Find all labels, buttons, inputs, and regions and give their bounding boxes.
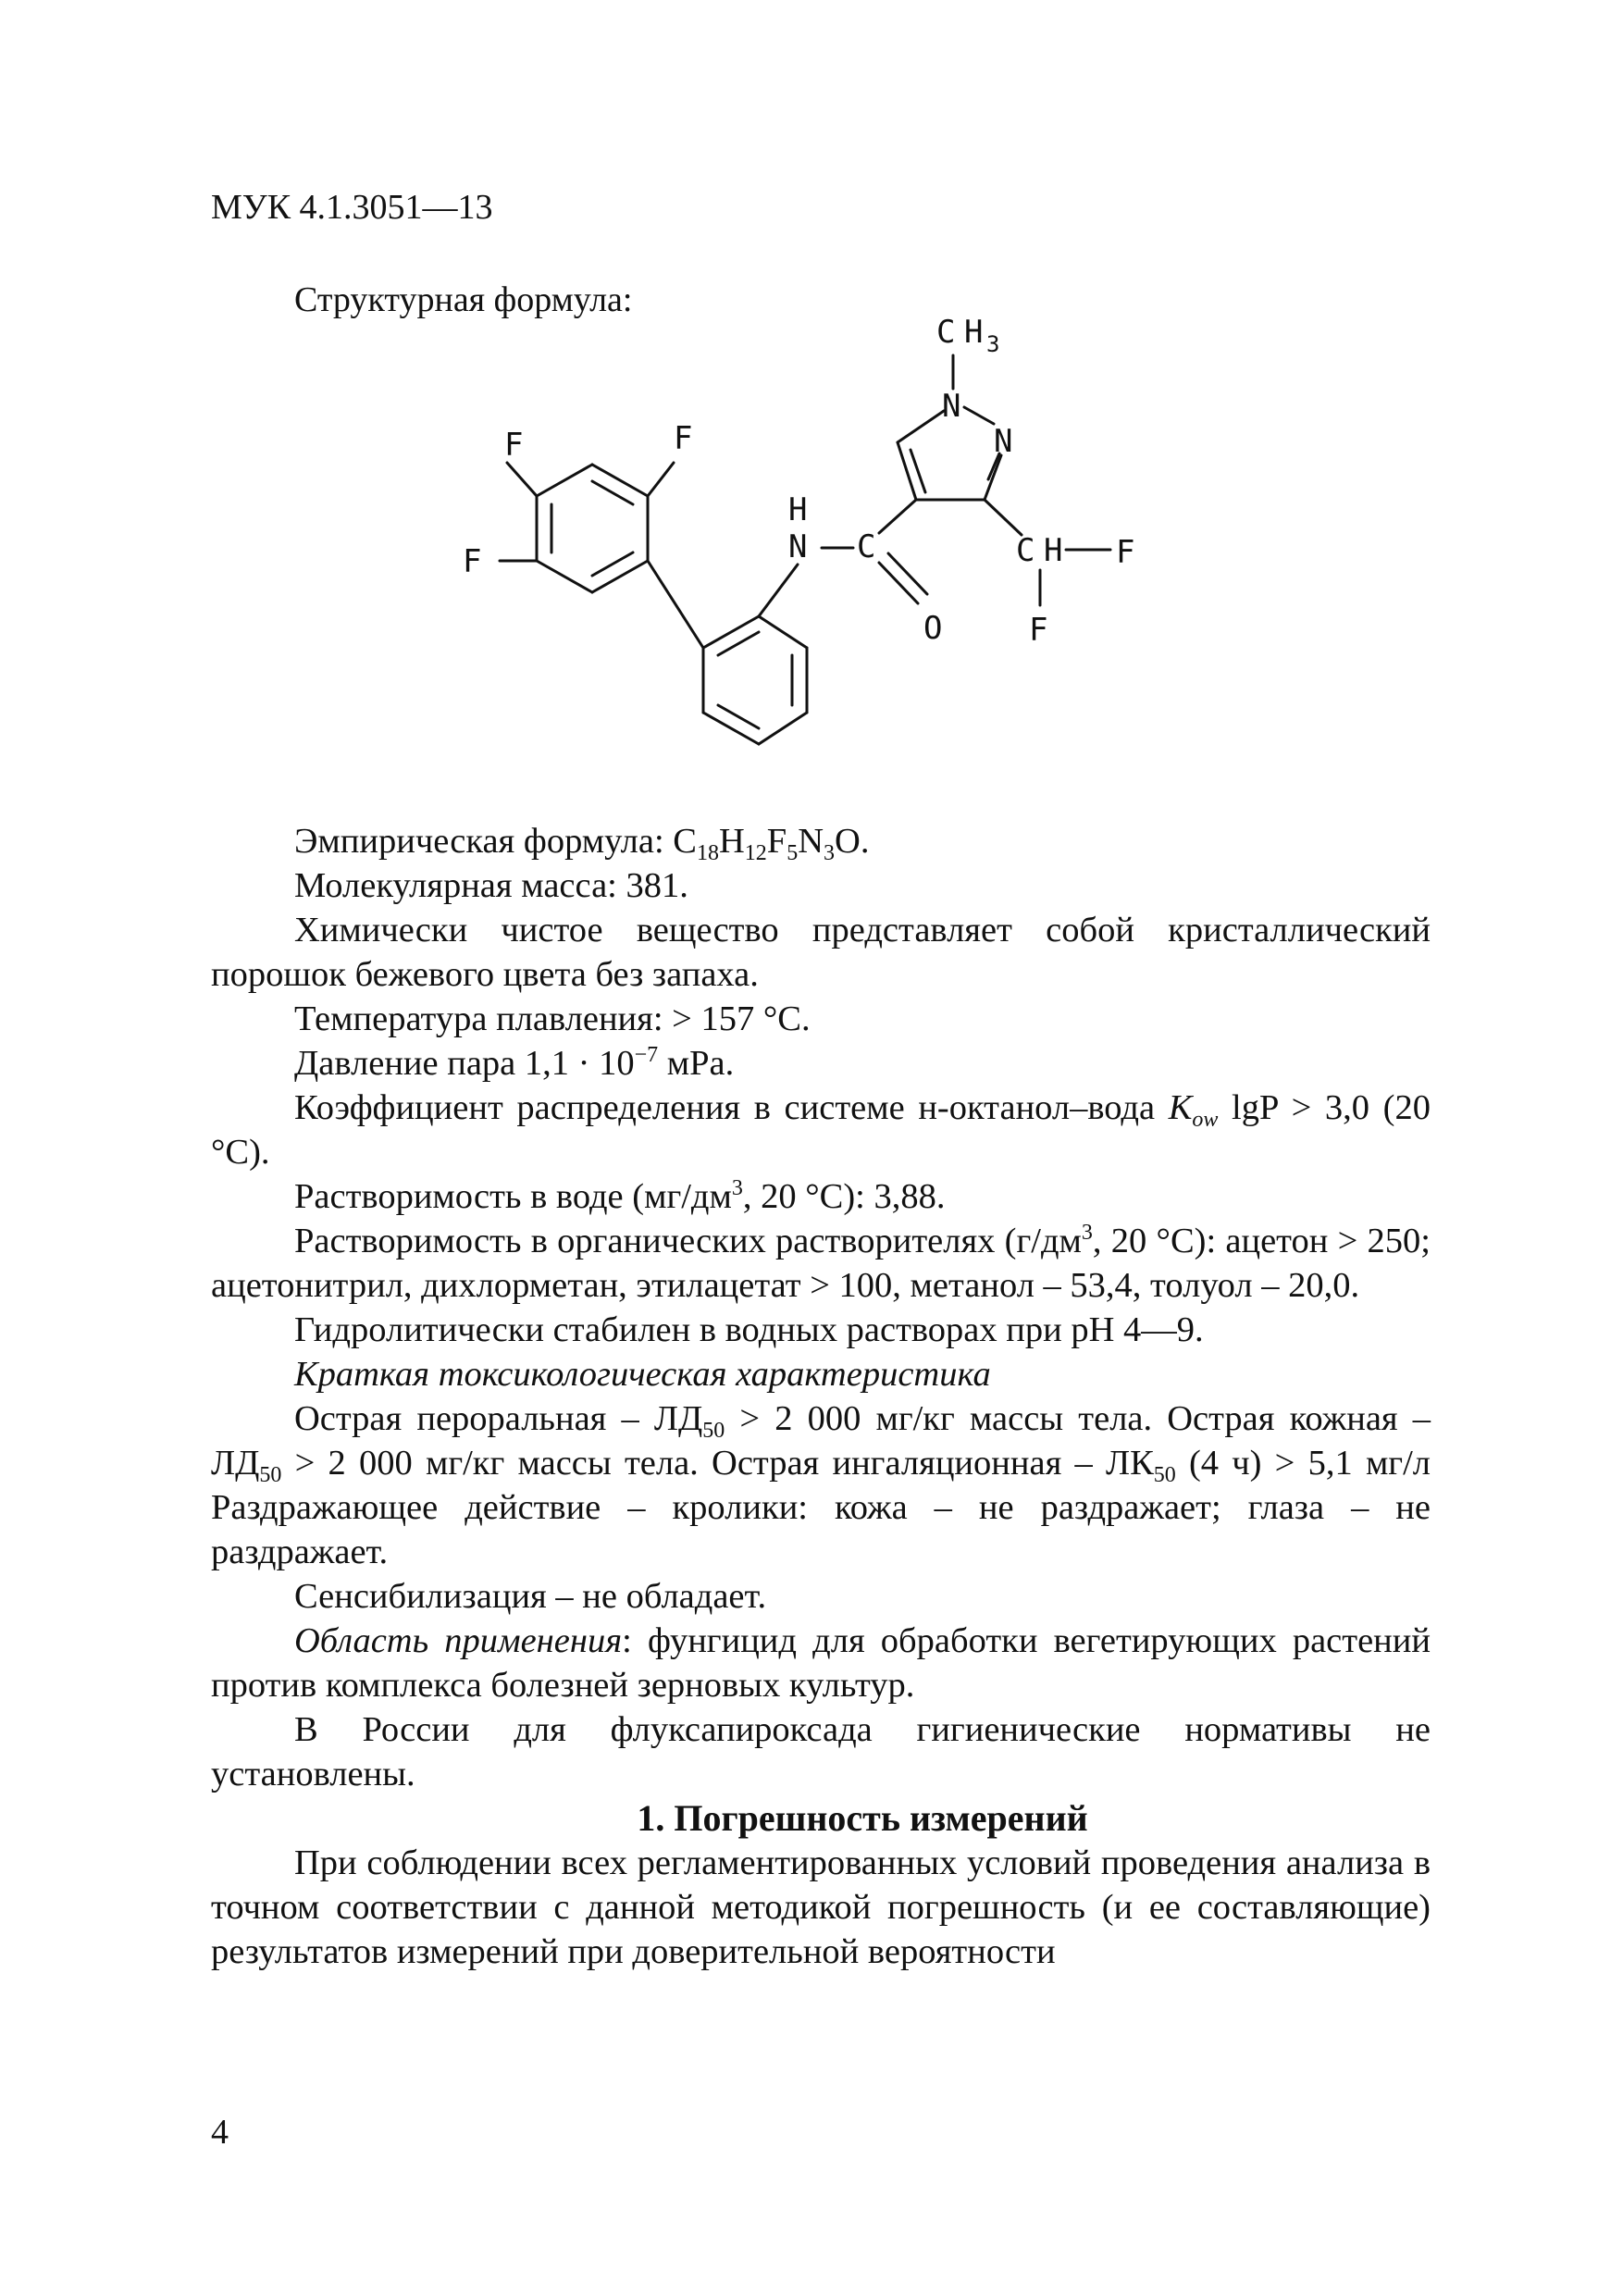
water-solubility-line: Растворимость в воде ($мг/дм^3$, 20 °C): 3,88. xyxy=(294,1176,946,1216)
methyl-carbon: C xyxy=(936,315,956,351)
carbonyl-oxygen: O xyxy=(923,610,943,647)
empirical-formula-line: Эмпирическая формула: $C_{18}H_{12}F_5N_3O$. xyxy=(294,822,870,865)
methyl-subscript: 3 xyxy=(986,331,1000,357)
sensitization-line: Сенсибилизация – не обладает. xyxy=(294,1577,767,1616)
russia-norms-paragraph: В России для флуксапироксада гигиенические нормативы не установлены. xyxy=(211,1710,1431,1793)
fluorine-atom-2: F xyxy=(674,420,693,457)
pyrazole-nitrogen-1: N xyxy=(942,388,961,425)
document-body xyxy=(211,819,1431,1974)
fluorine-atom-3: F xyxy=(463,543,482,580)
document-code: МУК 4.1.3051—13 xyxy=(211,188,493,227)
difluoromethyl-fluorine-2: F xyxy=(1029,612,1048,649)
fluorine-atom-1: F xyxy=(504,427,524,464)
formula-subscript: 12 xyxy=(744,841,767,865)
formula-element: C xyxy=(673,822,697,861)
formula-subscript: 3 xyxy=(824,841,836,865)
formula-element: N xyxy=(798,822,824,861)
appearance-paragraph: Химически чистое вещество представляет собой кристаллический порошок бежевого цвета без запаха. xyxy=(211,911,1431,994)
amide-nitrogen: N xyxy=(788,528,808,565)
organic-solubility-paragraph: Растворимость в органических растворителях ($г/дм^3$, 20 °C): ацетон > 250; ацетонитрил, дихлорметан, этилацетат > 100, метанол – 53,4, толуол – 20,0. xyxy=(211,1221,1431,1305)
partition-coefficient-paragraph: Коэффициент распределения в системе н-октанол–вода $K_{ow}$ lgP > 3,0 (20 °C). xyxy=(211,1088,1431,1172)
application-paragraph: Область применения: фунгицид для обработки вегетирующих растений против комплекса болезней зерновых культур. xyxy=(211,1621,1431,1705)
section-paragraph: При соблюдении всех регламентированных условий проведения анализа в точном соответствии с данной методикой погрешность (и ее составляющие) результатов измерений при доверительной вероятности xyxy=(211,1843,1431,1971)
structural-formula-label: Структурная формула: xyxy=(294,280,633,319)
trifluorophenyl-ring xyxy=(537,465,648,592)
molar-mass-line: Молекулярная масса: 381. xyxy=(294,866,688,905)
page-number: 4 xyxy=(211,2113,229,2152)
melting-point-line: Температура плавления: > 157 °C. xyxy=(294,999,811,1038)
carbonyl-carbon: C xyxy=(857,528,876,565)
formula-subscript: 5 xyxy=(787,841,799,865)
difluoromethyl-carbon: C xyxy=(1016,532,1035,569)
phenyl-ring xyxy=(703,616,807,744)
formula-subscript: 18 xyxy=(696,841,719,865)
hydrolysis-line: Гидролитически стабилен в водных растворах при pH 4—9. xyxy=(294,1310,1204,1349)
formula-element: F xyxy=(766,822,787,861)
empirical-formula xyxy=(673,822,870,865)
difluoromethyl-hydrogen: H xyxy=(1044,532,1063,569)
pyrazole-nitrogen-2: N xyxy=(994,423,1013,460)
formula-element: H xyxy=(718,822,745,861)
section-heading: 1. Погрешность измерений xyxy=(637,1797,1088,1839)
amide-hydrogen: H xyxy=(788,491,808,528)
vapor-pressure-line: Давление пара $1,1 \cdot 10^{-7}$ мPa. xyxy=(294,1043,735,1083)
toxicology-heading: Краткая токсикологическая характеристика xyxy=(294,1355,991,1394)
toxicology-paragraph: Острая пероральная – $ЛД_{50} > 2$ 000 мг/кг массы тела. Острая кожная – $ЛД_{50} > 2$ 000 мг/кг массы тела. Острая ингаляционная – $ЛК_{50}$ (4 ч) > 5,1 мг/л Раздражающее действие – кролики: кожа – не раздражает; глаза – не раздражает. xyxy=(211,1399,1431,1571)
methyl-hydrogen: H xyxy=(964,315,984,351)
formula-element: O. xyxy=(835,822,870,861)
difluoromethyl-fluorine-1: F xyxy=(1116,534,1135,571)
structural-formula-diagram xyxy=(0,315,1623,796)
